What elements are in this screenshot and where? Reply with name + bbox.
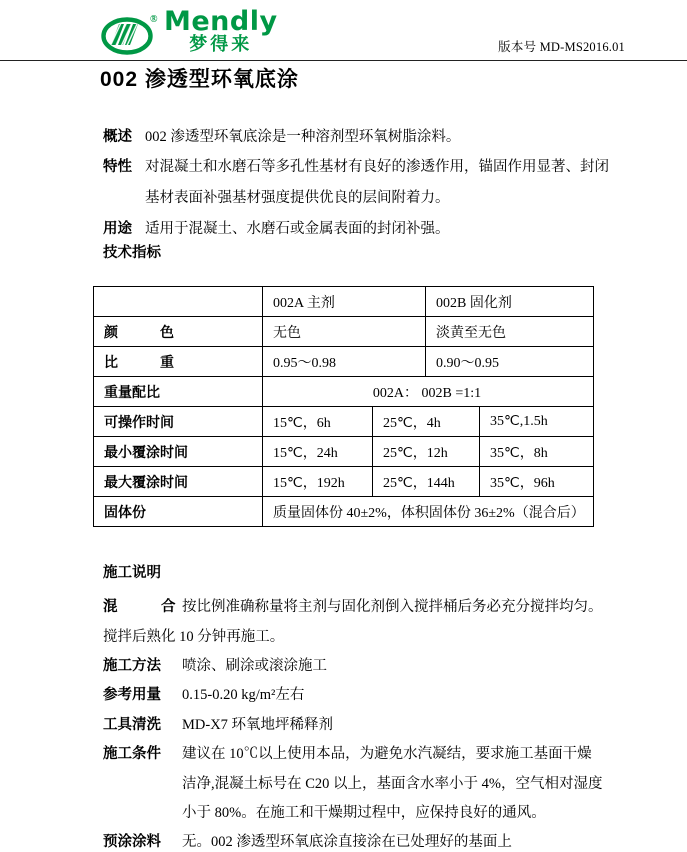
- intro-label: 概述: [103, 128, 132, 145]
- table-cell-main-agent-header: 002A 主剂: [263, 287, 426, 317]
- brand-logo: [101, 6, 278, 57]
- mendly-logo-mark: [101, 9, 159, 57]
- table-row-max-recoat: [94, 467, 594, 497]
- table-cell-value: 质量固体份 40±2%，体积固体份 36±2%（混合后）: [263, 497, 594, 527]
- table-cell-value: 15℃，6h: [263, 407, 373, 437]
- intro-row-features: [103, 151, 609, 182]
- table-cell-label: 可操作时间: [94, 407, 263, 437]
- table-cell-value: 0.95～0.98: [263, 347, 426, 377]
- table-row-min-recoat: [94, 437, 594, 467]
- intro-row-usage: [103, 212, 609, 243]
- table-cell-value: 淡黄至无色: [426, 317, 594, 347]
- table-cell-label: 固体份: [94, 497, 263, 527]
- logo-chinese-name: 梦得来: [189, 34, 253, 54]
- construction-label: 混 合: [103, 599, 176, 616]
- intro-label: 用途: [103, 220, 132, 237]
- table-cell-value: 35℃,1.5h: [480, 407, 594, 437]
- construction-label: 施工方法: [103, 657, 161, 674]
- table-cell-label: 最大覆涂时间: [94, 467, 263, 497]
- construction-row-coverage: [103, 679, 603, 708]
- table-cell-value: 25℃，12h: [373, 437, 480, 467]
- table-row-header: [94, 287, 594, 317]
- table-cell-value: 0.90～0.95: [426, 347, 594, 377]
- intro-text: 002 渗透型环氧底涂是一种溶剂型环氧树脂涂料。: [145, 128, 461, 145]
- page-title: 002 渗透型环氧底涂: [100, 68, 299, 91]
- construction-text: 洁净,混凝土标号在 C20 以上，基面含水率小于 4%，空气相对湿度: [182, 775, 603, 792]
- intro-row-features-cont: [103, 181, 609, 212]
- registered-trademark-icon: ®: [150, 14, 158, 25]
- construction-heading: 施工说明: [103, 565, 161, 581]
- table-cell-empty: [94, 287, 263, 317]
- intro-section: [103, 120, 609, 242]
- tech-spec-heading: 技术指标: [103, 245, 161, 261]
- construction-text: 小于 80%。在施工和干燥期过程中，应保持良好的通风。: [182, 804, 546, 821]
- construction-label: 参考用量: [103, 687, 161, 704]
- construction-label: 工具清洗: [103, 716, 161, 733]
- construction-text: MD-X7 环氧地坪稀释剂: [182, 716, 334, 733]
- construction-row-conditions-cont2: [103, 797, 603, 826]
- construction-label: 预涂涂料: [103, 834, 161, 851]
- table-cell-label: 重量配比: [94, 377, 263, 407]
- table-cell-value: 002A： 002B =1:1: [263, 377, 594, 407]
- construction-section: [103, 591, 603, 852]
- table-cell-value: 无色: [263, 317, 426, 347]
- table-cell-value: 25℃，144h: [373, 467, 480, 497]
- spec-table: [93, 286, 594, 527]
- table-cell-label: 最小覆涂时间: [94, 437, 263, 467]
- table-cell-value: 25℃，4h: [373, 407, 480, 437]
- intro-text: 基材表面补强基材强度提供优良的层间附着力。: [145, 189, 450, 206]
- construction-row-mixing: [103, 591, 603, 620]
- construction-row-precoat: [103, 826, 603, 852]
- table-cell-label: 比 重: [94, 347, 263, 377]
- table-row-solids: [94, 497, 594, 527]
- table-row-color: [94, 317, 594, 347]
- construction-row-conditions-cont1: [103, 767, 603, 796]
- version-label: 版本号 MD-MS2016.01: [498, 40, 625, 54]
- table-cell-value: 15℃，24h: [263, 437, 373, 467]
- header-divider: [0, 60, 687, 61]
- construction-text: 0.15-0.20 kg/m²左右: [182, 687, 305, 704]
- construction-row-mixing-cont: [103, 620, 603, 649]
- construction-text: 建议在 10℃以上使用本品，为避免水汽凝结，要求施工基面干燥: [182, 746, 592, 763]
- logo-wordmark: Mendly: [164, 6, 278, 37]
- table-row-specific-gravity: [94, 347, 594, 377]
- table-cell-hardener-header: 002B 固化剂: [426, 287, 594, 317]
- table-row-mix-ratio: [94, 377, 594, 407]
- construction-text: 按比例准确称量将主剂与固化剂倒入搅拌桶后务必充分搅拌均匀。: [182, 599, 603, 616]
- construction-text: 无。002 渗透型环氧底涂直接涂在已处理好的基面上: [182, 834, 512, 851]
- construction-label: 施工条件: [103, 746, 161, 763]
- intro-text: 对混凝土和水磨石等多孔性基材有良好的渗透作用，锚固作用显著、封闭: [145, 159, 609, 176]
- intro-text: 适用于混凝土、水磨石或金属表面的封闭补强。: [145, 220, 450, 237]
- intro-row-overview: [103, 120, 609, 151]
- construction-text: 喷涂、刷涂或滚涂施工: [182, 657, 327, 674]
- intro-label: 特性: [103, 159, 132, 176]
- construction-row-method: [103, 650, 603, 679]
- table-row-pot-life: [94, 407, 594, 437]
- construction-row-conditions: [103, 738, 603, 767]
- table-cell-value: 35℃，96h: [480, 467, 594, 497]
- table-cell-value: 35℃，8h: [480, 437, 594, 467]
- construction-row-tool-cleaning: [103, 709, 603, 738]
- construction-text: 搅拌后熟化 10 分钟再施工。: [103, 628, 285, 645]
- table-cell-value: 15℃，192h: [263, 467, 373, 497]
- table-cell-label: 颜 色: [94, 317, 263, 347]
